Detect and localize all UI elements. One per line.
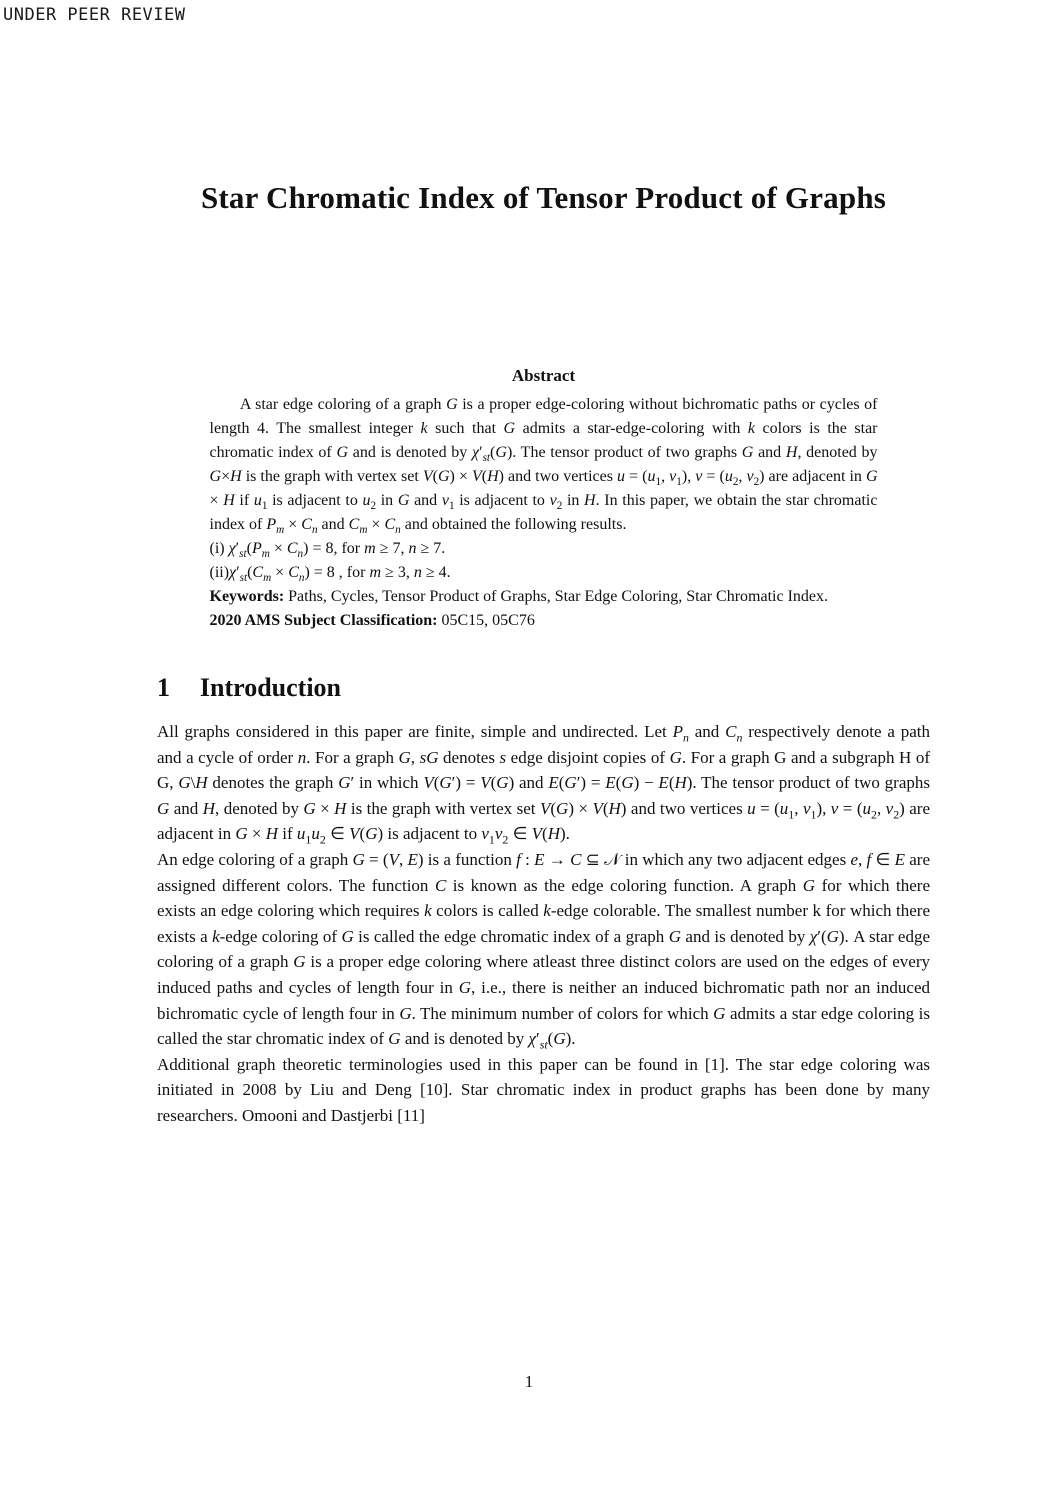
abstract-keywords: Keywords: Paths, Cycles, Tensor Product of Graphs, Star Edge Coloring, Star Chromatic Index. (209, 588, 828, 605)
intro-paragraph-3: Additional graph theoretic terminologies used in this paper can be found in [1]. The star edge coloring was initiated in 2008 by Liu and Deng [10]. Star chromatic index in product graphs has been done by many researchers. Omooni and Dastjerbi [11] (157, 1054, 930, 1125)
paper-title: Star Chromatic Index of Tensor Product of Graphs (200, 180, 887, 215)
section-number: 1 (157, 673, 170, 702)
peer-review-watermark: UNDER PEER REVIEW (3, 5, 186, 25)
section-title: Introduction (199, 673, 341, 702)
abstract-result-ii: $(ii)\chi'_{st}(C_m \times C_n) = 8$ , for m ≥ 3, n ≥ 4. (209, 564, 451, 585)
abstract-ams-classification: 2020 AMS Subject Classification: 05C15, 05C76 (209, 612, 535, 629)
page-number: 1 (524, 1372, 534, 1391)
abstract-section (210, 393, 878, 633)
abstract-result-i: (i) $\chi'_{st}(P_m \times C_n) = 8$, for m ≥ 7, n ≥ 7. (209, 540, 446, 561)
introduction-body (157, 719, 930, 1129)
intro-paragraph-2: An edge coloring of a graph G = (V, E) is a function f : E → C ⊆ 𝒩 in which any two adjacent edges e, f ∈ E are assigned different colors. The function C is known as the edge coloring function. A graph G for which there exists an edge coloring which requires k colors is called k-edge colorable. The smallest number k for which there exists a k-edge coloring of G is called the edge chromatic index of a graph G and is denoted by χ′(G). A star edge coloring of a graph G is a proper edge coloring where atleast three distinct colors are used on the edges of every induced paths and cycles of length four in G, i.e., there is neither an induced bichromatic path nor an induced bichromatic cycle of length four in G. The minimum number of colors for which G admits a star edge coloring is called the star chromatic index of G and is denoted by $\chi'_{st}(G)$. (157, 849, 931, 1052)
intro-paragraph-1: All graphs considered in this paper are finite, simple and undirected. Let $P_n$ and $C_n$ respectively denote a path and a cycle of order n. For a graph G, sG denotes s edge disjoint copies of G. For a graph G and a subgraph H of G, G\H denotes the graph G′ in which V(G′) = V(G) and E(G′) = E(G) − E(H). The tensor product of two graphs G and H, denoted by G × H is the graph with vertex set V(G) × V(H) and two vertices $u = (u_1$, $v_1$), $v = (u_2$, $v_2$) are adjacent in G × H if $u_1u_2$ ∈ V(G) is adjacent to $v_1v_2$ ∈ V(H). (157, 722, 931, 847)
abstract-heading: Abstract (511, 366, 576, 385)
section-1-heading (157, 673, 930, 703)
abstract-paragraph: A star edge coloring of a graph G is a proper edge-coloring without bichromatic paths or cycles of length 4. The smallest integer k such that G admits a star-edge-coloring with k colors is the star chromatic index of G and is denoted by $\chi'_{st}(G)$. The tensor product of two graphs G and H, denoted by G×H is the graph with vertex set V(G) × V(H) and two vertices $u = (u_1$, $v_1$), $v = (u_2$, $v_2$) are adjacent in G × H if $u_1$ is adjacent to $u_2$ in G and $v_1$ is adjacent to $v_2$ in H. In this paper, we obtain the star chromatic index of $P_m \times C_n$ and $C_m \times C_n$ and obtained the following results. (209, 396, 878, 537)
